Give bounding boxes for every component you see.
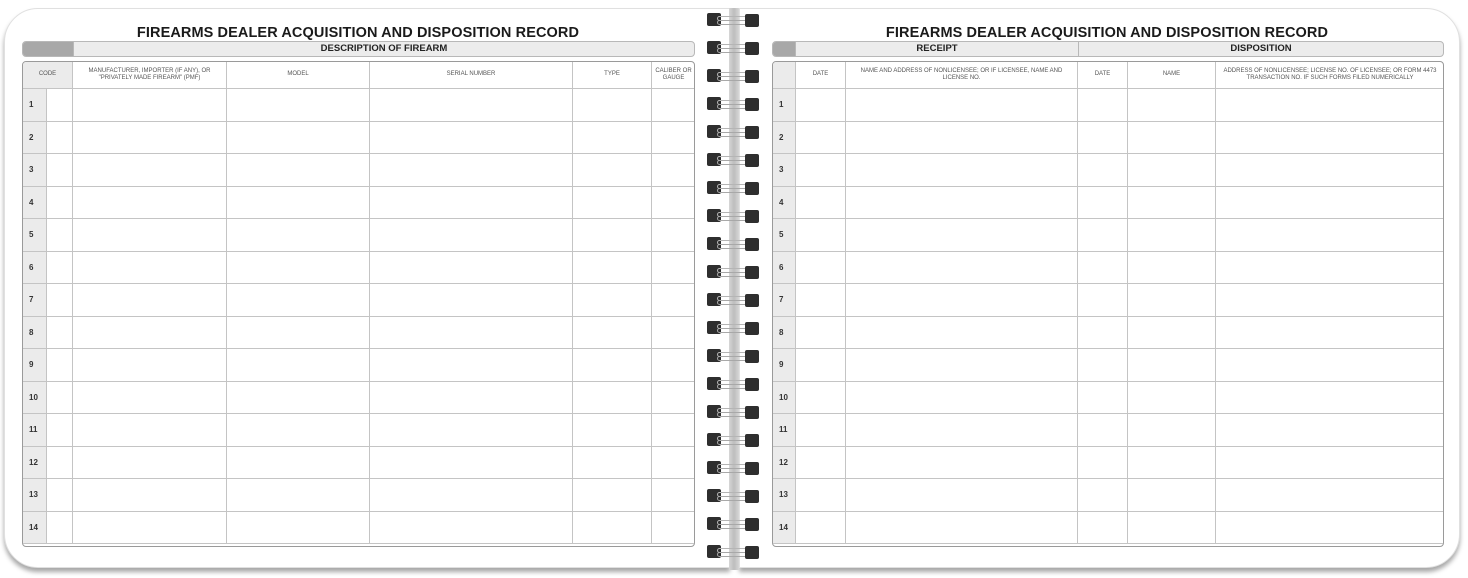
disposition-name-cell[interactable] [1128, 121, 1216, 154]
serial-number-cell[interactable] [370, 89, 573, 122]
receipt-name-address-cell[interactable] [846, 284, 1078, 317]
band-shaded-block [773, 42, 795, 56]
disposition-name-cell[interactable] [1128, 479, 1216, 512]
receipt-date-cell[interactable] [796, 511, 846, 544]
serial-number-cell[interactable] [370, 446, 573, 479]
model-cell[interactable] [227, 511, 370, 544]
table-row [773, 479, 1445, 512]
type-cell[interactable] [573, 446, 652, 479]
disposition-name-cell[interactable] [1128, 446, 1216, 479]
receipt-date-cell[interactable] [796, 284, 846, 317]
receipt-date-cell[interactable] [796, 186, 846, 219]
disposition-address-cell[interactable] [1216, 316, 1445, 349]
type-cell[interactable] [573, 121, 652, 154]
row-number: 14 [773, 511, 796, 544]
right-section-band [772, 41, 1444, 57]
binding-ring-icon [707, 41, 759, 55]
binding-ring-icon [707, 489, 759, 503]
manufacturer-cell[interactable] [73, 316, 227, 349]
disposition-address-cell[interactable] [1216, 121, 1445, 154]
model-cell[interactable] [227, 251, 370, 284]
table-row [23, 284, 696, 317]
row-number: 1 [773, 89, 796, 122]
serial-number-cell[interactable] [370, 284, 573, 317]
receipt-date-cell[interactable] [796, 316, 846, 349]
receipt-name-address-cell[interactable] [846, 349, 1078, 382]
caliber-cell[interactable] [652, 89, 696, 122]
model-cell[interactable] [227, 414, 370, 447]
disposition-name-cell[interactable] [1128, 154, 1216, 187]
binding-ring-icon [707, 349, 759, 363]
table-row [773, 186, 1445, 219]
receipt-date-cell[interactable] [796, 349, 846, 382]
type-cell[interactable] [573, 381, 652, 414]
table-row [773, 511, 1445, 544]
disposition-date-cell[interactable] [1078, 284, 1128, 317]
row-number: 5 [773, 219, 796, 252]
receipt-name-address-cell[interactable] [846, 381, 1078, 414]
code-cell[interactable] [47, 251, 73, 284]
code-cell[interactable] [47, 446, 73, 479]
caliber-cell[interactable] [652, 121, 696, 154]
type-cell[interactable] [573, 219, 652, 252]
table-row [23, 414, 696, 447]
manufacturer-cell[interactable] [73, 446, 227, 479]
model-cell[interactable] [227, 186, 370, 219]
manufacturer-cell[interactable] [73, 251, 227, 284]
table-row [773, 349, 1445, 382]
disposition-address-cell[interactable] [1216, 154, 1445, 187]
code-cell[interactable] [47, 121, 73, 154]
binding-ring-icon [707, 265, 759, 279]
disposition-name-cell[interactable] [1128, 511, 1216, 544]
receipt-date-cell[interactable] [796, 89, 846, 122]
disposition-name-cell[interactable] [1128, 381, 1216, 414]
row-number: 3 [23, 154, 47, 187]
serial-number-cell[interactable] [370, 479, 573, 512]
type-cell[interactable] [573, 89, 652, 122]
caliber-cell[interactable] [652, 479, 696, 512]
table-row [23, 479, 696, 512]
table-row [773, 446, 1445, 479]
receipt-name-address-cell[interactable] [846, 511, 1078, 544]
receipt-name-address-cell[interactable] [846, 316, 1078, 349]
binding-ring-icon [707, 13, 759, 27]
code-cell[interactable] [47, 186, 73, 219]
code-cell[interactable] [47, 349, 73, 382]
disposition-name-cell[interactable] [1128, 349, 1216, 382]
serial-number-cell[interactable] [370, 186, 573, 219]
receipt-date-cell[interactable] [796, 479, 846, 512]
manufacturer-cell[interactable] [73, 219, 227, 252]
serial-number-cell[interactable] [370, 154, 573, 187]
table-row [773, 89, 1445, 122]
manufacturer-cell[interactable] [73, 186, 227, 219]
disposition-name-cell[interactable] [1128, 316, 1216, 349]
disposition-date-cell[interactable] [1078, 381, 1128, 414]
row-number: 1 [23, 89, 47, 122]
serial-number-cell[interactable] [370, 219, 573, 252]
disposition-date-cell[interactable] [1078, 219, 1128, 252]
band-shaded-block [23, 42, 73, 56]
table-row [773, 381, 1445, 414]
caliber-cell[interactable] [652, 381, 696, 414]
type-cell[interactable] [573, 154, 652, 187]
code-cell[interactable] [47, 511, 73, 544]
row-number: 7 [23, 284, 47, 317]
row-number: 7 [773, 284, 796, 317]
disposition-address-cell[interactable] [1216, 89, 1445, 122]
receipt-name-address-cell[interactable] [846, 479, 1078, 512]
receipt-date-cell[interactable] [796, 154, 846, 187]
binding-spine [729, 8, 739, 570]
column-header-caliber: CALIBER OR GAUGE [652, 62, 696, 89]
left-section-band [22, 41, 695, 57]
binding-ring-icon [707, 405, 759, 419]
table-row [23, 219, 696, 252]
serial-number-cell[interactable] [370, 316, 573, 349]
disposition-name-cell[interactable] [1128, 284, 1216, 317]
disposition-address-cell[interactable] [1216, 381, 1445, 414]
disposition-date-cell[interactable] [1078, 121, 1128, 154]
receipt-date-cell[interactable] [796, 121, 846, 154]
type-cell[interactable] [573, 511, 652, 544]
table-row [773, 284, 1445, 317]
receipt-name-address-cell[interactable] [846, 121, 1078, 154]
left-page-title: FIREARMS DEALER ACQUISITION AND DISPOSITION RECORD [136, 25, 580, 41]
disposition-date-cell[interactable] [1078, 446, 1128, 479]
disposition-date-cell[interactable] [1078, 251, 1128, 284]
disposition-address-cell[interactable] [1216, 284, 1445, 317]
receipt-name-address-cell[interactable] [846, 154, 1078, 187]
binding-ring-icon [707, 517, 759, 531]
column-header-manufacturer: MANUFACTURER, IMPORTER (IF ANY), OR "PRIVATELY MADE FIREARM" (PMF) [73, 62, 227, 89]
table-row [773, 154, 1445, 187]
serial-number-cell[interactable] [370, 349, 573, 382]
disposition-date-cell[interactable] [1078, 89, 1128, 122]
column-header-disposition-date: DATE [1078, 62, 1128, 89]
column-header-type: TYPE [573, 62, 652, 89]
binding-ring-icon [707, 237, 759, 251]
binding-ring-icon [707, 321, 759, 335]
serial-number-cell[interactable] [370, 121, 573, 154]
disposition-date-cell[interactable] [1078, 349, 1128, 382]
section-header-disposition: DISPOSITION [1078, 42, 1443, 56]
code-cell[interactable] [47, 414, 73, 447]
disposition-date-cell[interactable] [1078, 316, 1128, 349]
binding-ring-icon [707, 433, 759, 447]
caliber-cell[interactable] [652, 154, 696, 187]
disposition-date-cell[interactable] [1078, 414, 1128, 447]
manufacturer-cell[interactable] [73, 121, 227, 154]
disposition-address-cell[interactable] [1216, 414, 1445, 447]
row-number: 5 [23, 219, 47, 252]
row-number: 2 [773, 121, 796, 154]
row-number: 10 [773, 381, 796, 414]
serial-number-cell[interactable] [370, 251, 573, 284]
binding-ring-icon [707, 181, 759, 195]
table-row [23, 186, 696, 219]
manufacturer-cell[interactable] [73, 511, 227, 544]
table-row [23, 121, 696, 154]
model-cell[interactable] [227, 479, 370, 512]
manufacturer-cell[interactable] [73, 89, 227, 122]
receipt-date-cell[interactable] [796, 381, 846, 414]
row-number: 9 [23, 349, 47, 382]
caliber-cell[interactable] [652, 349, 696, 382]
column-header-serial-number: SERIAL NUMBER [370, 62, 573, 89]
model-cell[interactable] [227, 349, 370, 382]
binding-ring-icon [707, 97, 759, 111]
column-header-disposition-address: ADDRESS OF NONLICENSEE; LICENSE NO. OF LICENSEE; OR FORM 4473 TRANSACTION NO. IF SUCH FORMS FILED NUMERICALLY [1216, 62, 1445, 89]
column-header-code: CODE [23, 62, 73, 89]
receipt-date-cell[interactable] [796, 251, 846, 284]
receipt-name-address-cell[interactable] [846, 89, 1078, 122]
manufacturer-cell[interactable] [73, 349, 227, 382]
column-header-entry [773, 62, 796, 89]
type-cell[interactable] [573, 479, 652, 512]
row-number: 12 [23, 446, 47, 479]
row-number: 3 [773, 154, 796, 187]
row-number: 11 [773, 414, 796, 447]
row-number: 6 [773, 251, 796, 284]
manufacturer-cell[interactable] [73, 284, 227, 317]
column-header-disposition-name: NAME [1128, 62, 1216, 89]
disposition-address-cell[interactable] [1216, 186, 1445, 219]
table-row [23, 381, 696, 414]
code-cell[interactable] [47, 316, 73, 349]
binding-ring-icon [707, 545, 759, 559]
type-cell[interactable] [573, 186, 652, 219]
disposition-address-cell[interactable] [1216, 479, 1445, 512]
disposition-address-cell[interactable] [1216, 446, 1445, 479]
row-number: 14 [23, 511, 47, 544]
code-cell[interactable] [47, 219, 73, 252]
row-number: 4 [23, 186, 47, 219]
model-cell[interactable] [227, 121, 370, 154]
caliber-cell[interactable] [652, 284, 696, 317]
row-number: 9 [773, 349, 796, 382]
caliber-cell[interactable] [652, 414, 696, 447]
row-number: 13 [23, 479, 47, 512]
manufacturer-cell[interactable] [73, 414, 227, 447]
caliber-cell[interactable] [652, 316, 696, 349]
model-cell[interactable] [227, 89, 370, 122]
code-cell[interactable] [47, 381, 73, 414]
disposition-date-cell[interactable] [1078, 511, 1128, 544]
code-cell[interactable] [47, 154, 73, 187]
model-cell[interactable] [227, 154, 370, 187]
row-number: 2 [23, 121, 47, 154]
disposition-address-cell[interactable] [1216, 219, 1445, 252]
binding-ring-icon [707, 377, 759, 391]
table-row [23, 251, 696, 284]
table-row [23, 446, 696, 479]
table-row [773, 251, 1445, 284]
model-cell[interactable] [227, 381, 370, 414]
receipt-date-cell[interactable] [796, 446, 846, 479]
code-cell[interactable] [47, 284, 73, 317]
receipt-name-address-cell[interactable] [846, 251, 1078, 284]
receipt-name-address-cell[interactable] [846, 446, 1078, 479]
table-row [23, 89, 696, 122]
binding-ring-icon [707, 209, 759, 223]
table-row [773, 414, 1445, 447]
table-row [23, 316, 696, 349]
disposition-date-cell[interactable] [1078, 479, 1128, 512]
type-cell[interactable] [573, 414, 652, 447]
table-row [23, 349, 696, 382]
type-cell[interactable] [573, 251, 652, 284]
row-number: 12 [773, 446, 796, 479]
manufacturer-cell[interactable] [73, 479, 227, 512]
disposition-name-cell[interactable] [1128, 186, 1216, 219]
code-cell[interactable] [47, 89, 73, 122]
receipt-name-address-cell[interactable] [846, 414, 1078, 447]
column-header-receipt-date: DATE [796, 62, 846, 89]
caliber-cell[interactable] [652, 251, 696, 284]
binding-ring-icon [707, 69, 759, 83]
disposition-name-cell[interactable] [1128, 89, 1216, 122]
manufacturer-cell[interactable] [73, 381, 227, 414]
model-cell[interactable] [227, 446, 370, 479]
disposition-name-cell[interactable] [1128, 251, 1216, 284]
table-row [773, 219, 1445, 252]
model-cell[interactable] [227, 316, 370, 349]
row-number: 6 [23, 251, 47, 284]
model-cell[interactable] [227, 284, 370, 317]
serial-number-cell[interactable] [370, 381, 573, 414]
code-cell[interactable] [47, 479, 73, 512]
receipt-date-cell[interactable] [796, 414, 846, 447]
caliber-cell[interactable] [652, 511, 696, 544]
binding-ring-icon [707, 293, 759, 307]
disposition-name-cell[interactable] [1128, 414, 1216, 447]
manufacturer-cell[interactable] [73, 154, 227, 187]
receipt-name-address-cell[interactable] [846, 219, 1078, 252]
table-row [773, 121, 1445, 154]
section-header-description: DESCRIPTION OF FIREARM [73, 42, 694, 56]
right-page-title: FIREARMS DEALER ACQUISITION AND DISPOSITION RECORD [885, 25, 1329, 41]
section-header-receipt: RECEIPT [795, 42, 1078, 56]
caliber-cell[interactable] [652, 186, 696, 219]
right-record-table [772, 61, 1444, 547]
receipt-name-address-cell[interactable] [846, 186, 1078, 219]
type-cell[interactable] [573, 284, 652, 317]
model-cell[interactable] [227, 219, 370, 252]
row-number: 13 [773, 479, 796, 512]
caliber-cell[interactable] [652, 446, 696, 479]
row-number: 11 [23, 414, 47, 447]
binding-ring-icon [707, 153, 759, 167]
binding-ring-icon [707, 461, 759, 475]
caliber-cell[interactable] [652, 219, 696, 252]
table-row [23, 154, 696, 187]
row-number: 8 [23, 316, 47, 349]
disposition-date-cell[interactable] [1078, 154, 1128, 187]
type-cell[interactable] [573, 316, 652, 349]
left-record-table [22, 61, 695, 547]
row-number: 8 [773, 316, 796, 349]
disposition-address-cell[interactable] [1216, 349, 1445, 382]
table-row [773, 316, 1445, 349]
column-header-receipt-name-address: NAME AND ADDRESS OF NONLICENSEE; OR IF LICENSEE, NAME AND LICENSE NO. [846, 62, 1078, 89]
column-header-model: MODEL [227, 62, 370, 89]
serial-number-cell[interactable] [370, 414, 573, 447]
disposition-date-cell[interactable] [1078, 186, 1128, 219]
disposition-address-cell[interactable] [1216, 511, 1445, 544]
receipt-date-cell[interactable] [796, 219, 846, 252]
disposition-address-cell[interactable] [1216, 251, 1445, 284]
disposition-name-cell[interactable] [1128, 219, 1216, 252]
type-cell[interactable] [573, 349, 652, 382]
row-number: 4 [773, 186, 796, 219]
binding-ring-icon [707, 125, 759, 139]
serial-number-cell[interactable] [370, 511, 573, 544]
table-row [23, 511, 696, 544]
row-number: 10 [23, 381, 47, 414]
